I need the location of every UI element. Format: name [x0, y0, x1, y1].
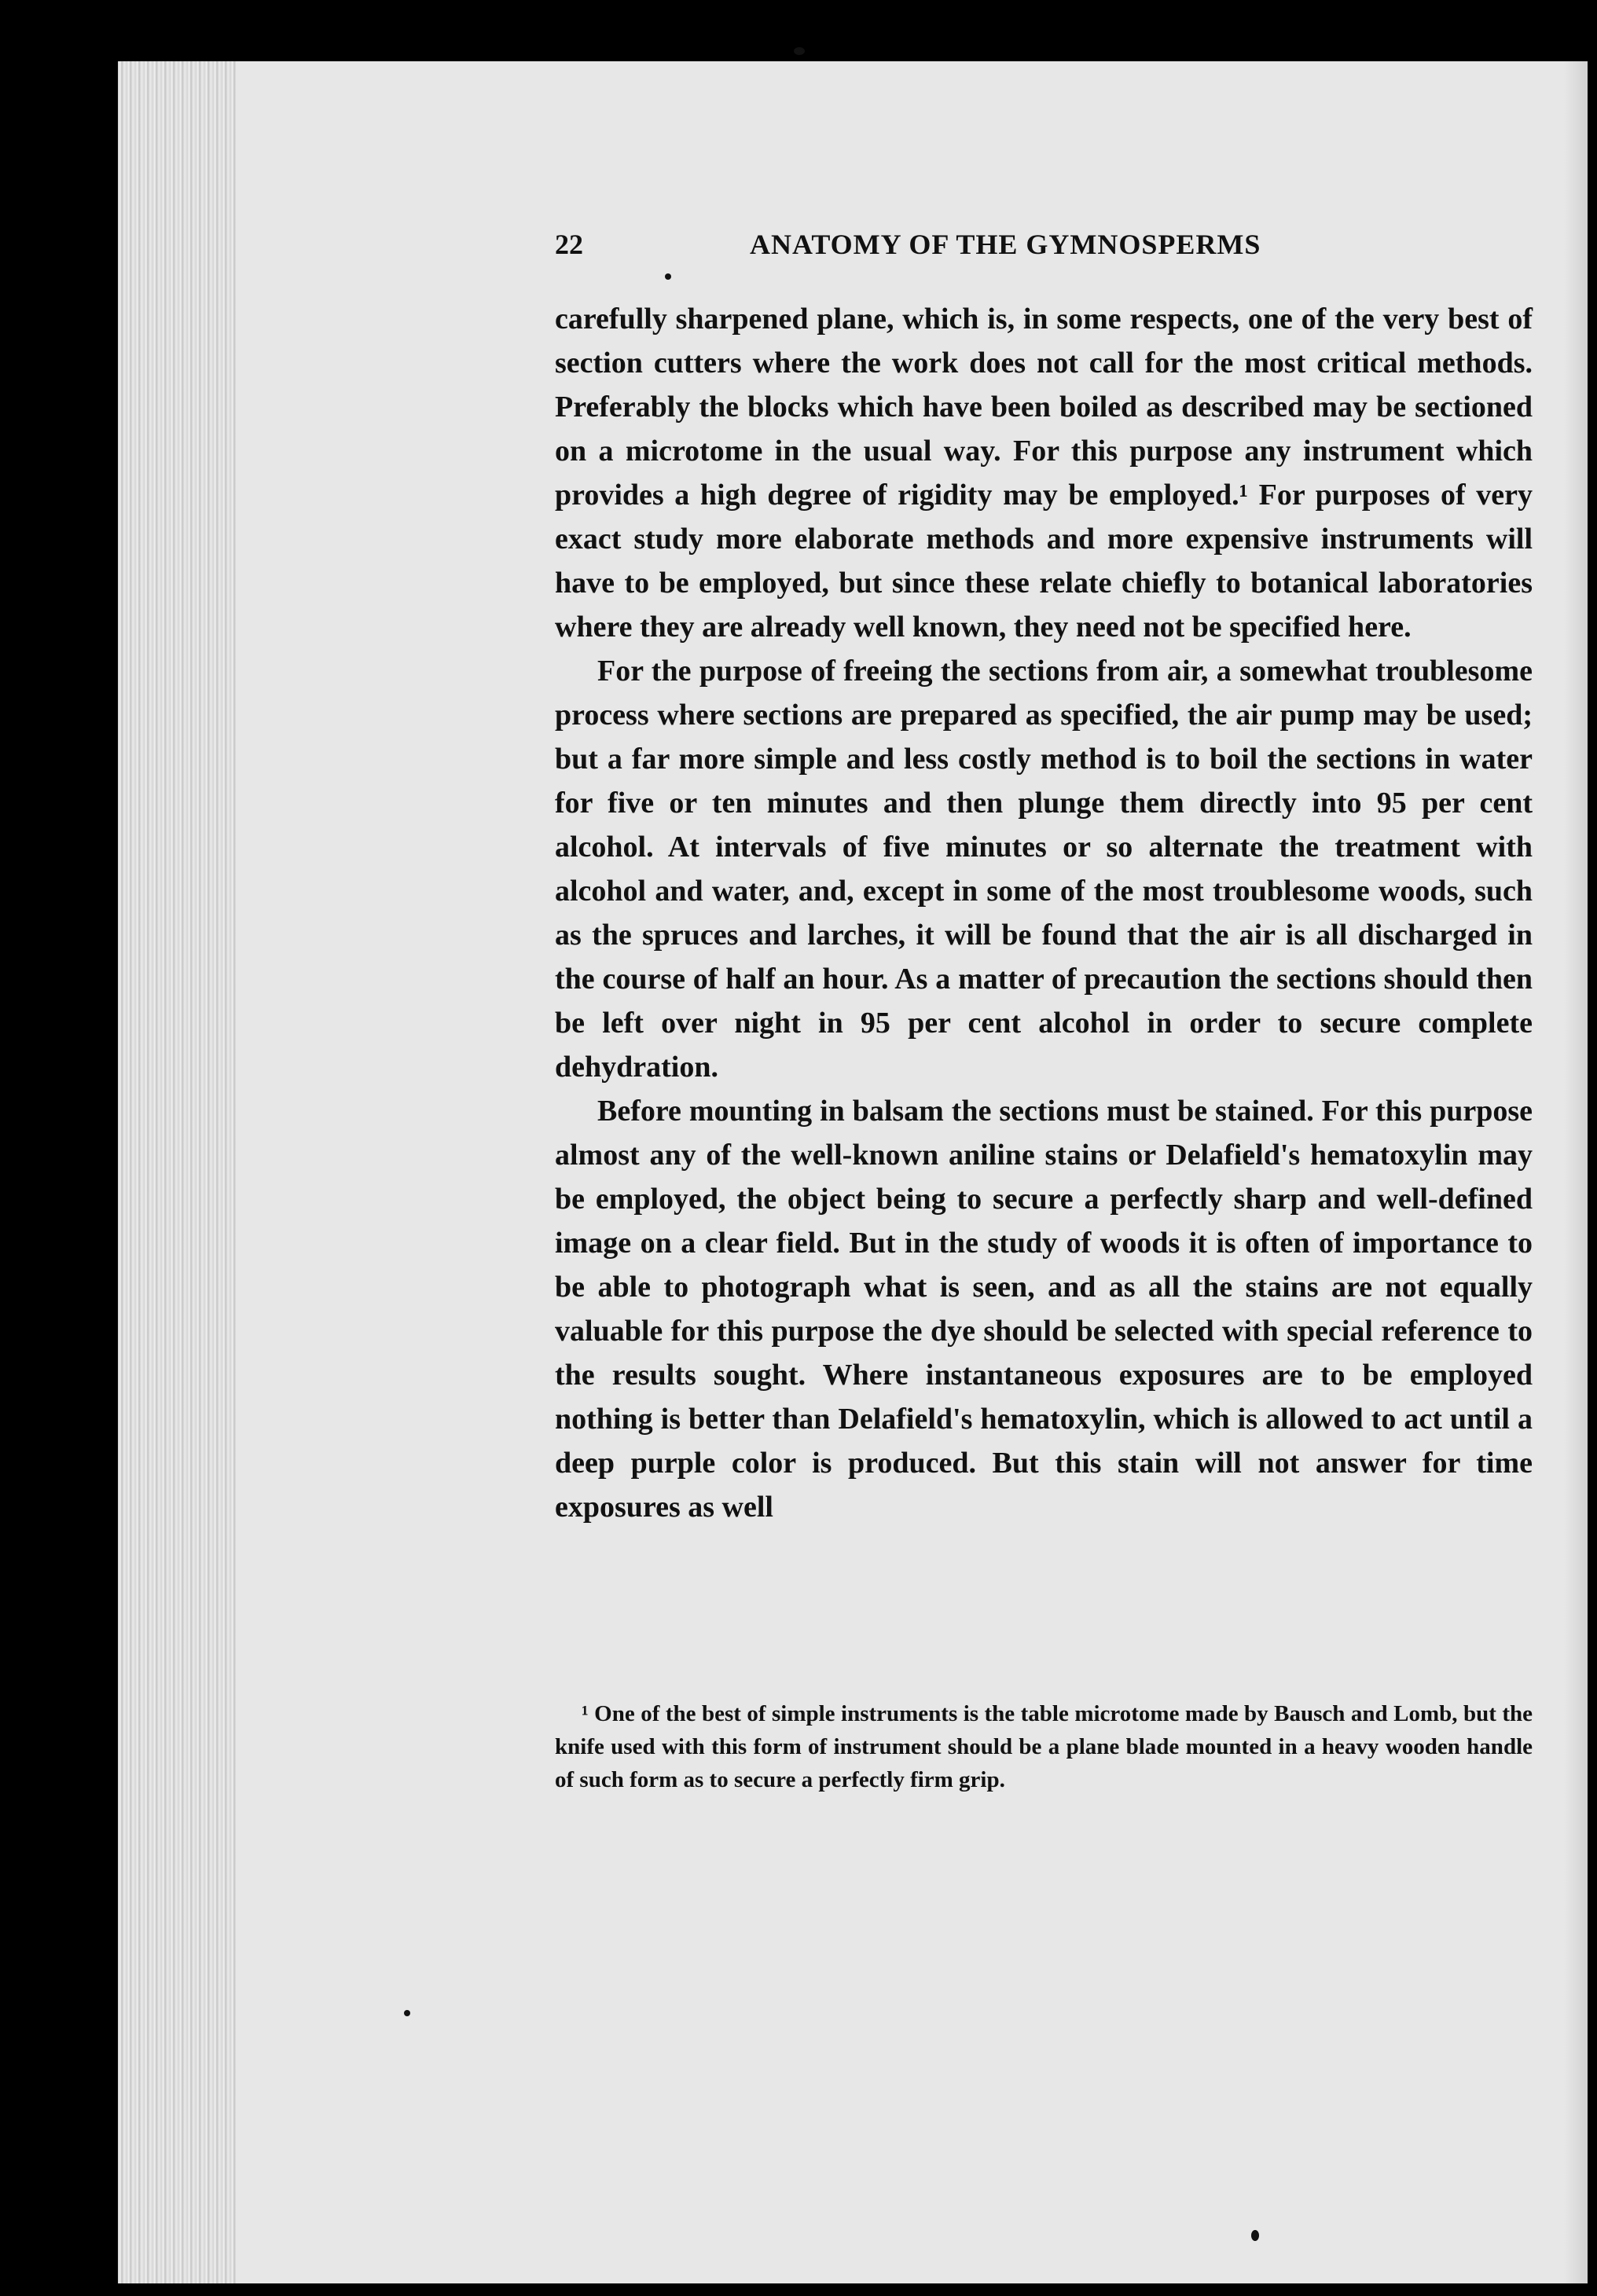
running-head: ANATOMY OF THE GYMNOSPERMS: [750, 229, 1261, 260]
scan-speck: [404, 2010, 410, 2016]
page-header: [555, 228, 1537, 275]
paragraph-1: carefully sharpened plane, which is, in some respects, one of the very best of section cutters where the work does not call for the most critical methods. Preferably the blocks which have been boiled as described may be sectioned on a microtome in the usual way. For this purpose any instrument which provides a high degree of rigidity may be employed.¹ For purposes of very exact study more elaborate methods and more expensive instruments will have to be employed, but since these relate chiefly to botanical laboratories where they are already well known, they need not be specified here.: [555, 303, 1533, 644]
paragraph-3: Before mounting in balsam the sections must be stained. For this purpose almost any of the well-known aniline stains or Delafield's hematoxylin may be employed, the object being to secure a perfectly sharp and well-defined image on a clear field. But in the study of woods it is often of importance to be able to photograph what is seen, and as all the stains are not equally valuable for this purpose the dye should be selected with special reference to the results sought. Where instantaneous exposures are to be employed nothing is better than Delafield's hematoxylin, which is allowed to act until a deep purple color is produced. But this stain will not answer for time exposures as well: [555, 1095, 1533, 1524]
scan-speck: [1251, 2230, 1259, 2241]
page-number: 22: [555, 229, 583, 260]
scan-speck: [665, 273, 671, 280]
page-right-edge: [1564, 61, 1588, 2283]
footnote: ¹ One of the best of simple instruments is the table microtome made by Bausch and Lomb, but the knife used with this form of instrument should be a plane blade mounted in a heavy wooden handle of such form as to secure a perfectly firm grip.: [555, 1701, 1533, 1792]
scan-speck: [794, 47, 805, 55]
page-binding-edge: [118, 61, 236, 2283]
paragraph-2: For the purpose of freeing the sections from air, a somewhat troublesome process where sections are prepared as specified, the air pump may be used; but a far more simple and less costly method is to boil the sections in water for five or ten minutes and then plunge them directly into 95 per cent alcohol. At intervals of five minutes or so alternate the treatment with alcohol and water, and, except in some of the most troublesome woods, such as the spruces and larches, it will be found that the air is all discharged in the course of half an hour. As a matter of precaution the sections should then be left over night in 95 per cent alcohol in order to secure complete dehydration.: [555, 655, 1533, 1084]
body-text: [555, 297, 1533, 1529]
